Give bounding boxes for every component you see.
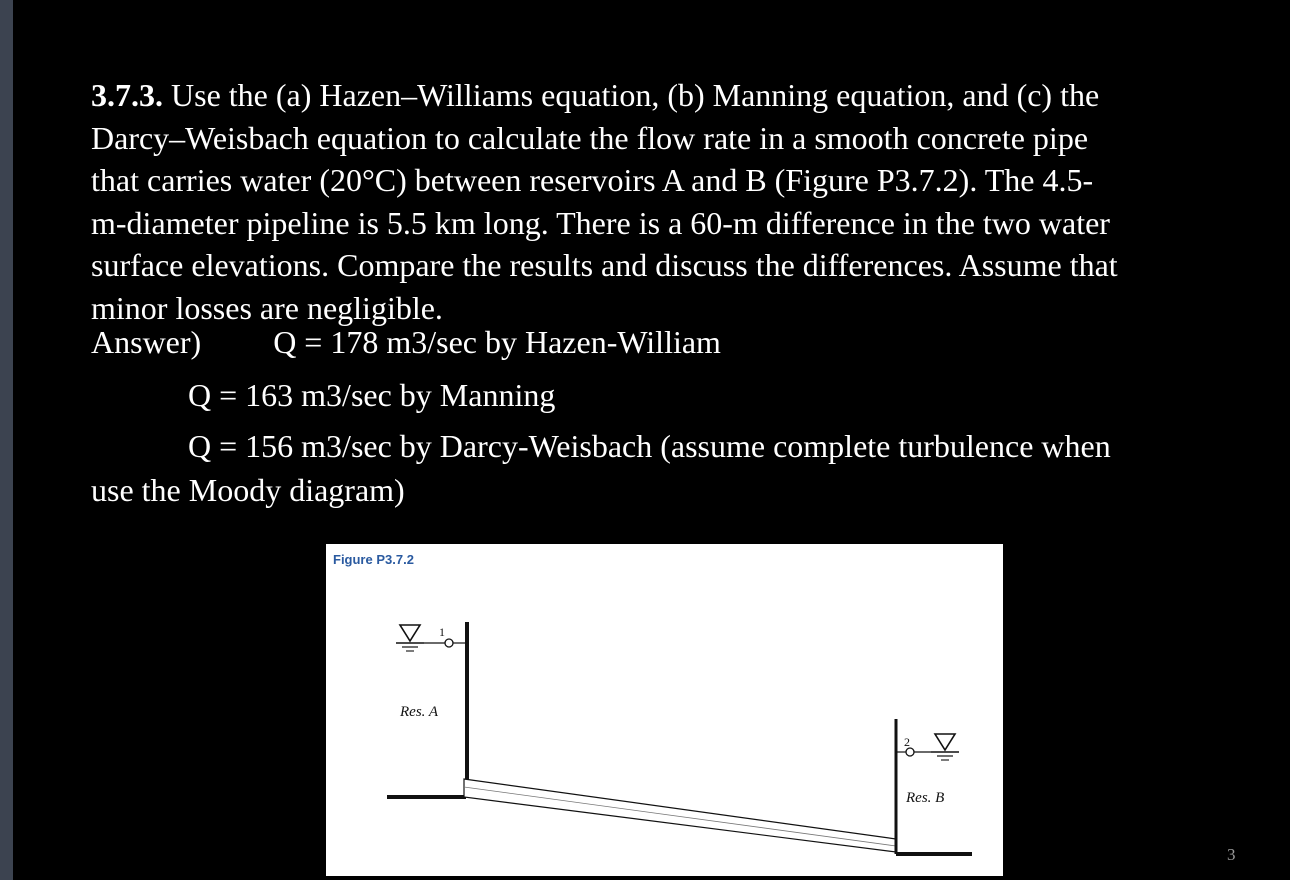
reservoir-diagram <box>326 544 1003 876</box>
answer-hazen: Q = 178 m3/sec by Hazen-William <box>273 324 721 360</box>
res-b-label: Res. B <box>906 790 945 806</box>
answer-manning: Q = 163 m3/sec by Manning <box>188 377 556 413</box>
answer-hazen-row <box>91 322 721 362</box>
problem-line-4: m-diameter pipeline is 5.5 km long. There is a 60-m difference in the two water <box>91 204 1110 241</box>
point-1-label: 1 <box>439 625 445 639</box>
water-surface-b-icon <box>931 734 959 760</box>
problem-line-1-text: Use the (a) Hazen–Williams equation, (b) Manning equation, and (c) the <box>163 77 1100 113</box>
figure-p3-7-2 <box>326 544 1003 876</box>
res-a-label: Res. A <box>400 704 439 720</box>
water-surface-a-icon <box>396 625 424 651</box>
pipeline <box>464 779 896 852</box>
left-edge-bar <box>0 0 13 880</box>
problem-text <box>91 74 1241 329</box>
problem-line-3: that carries water (20°C) between reservoirs A and B (Figure P3.7.2). The 4.5- <box>91 162 1094 198</box>
figure-caption: Figure P3.7.2 <box>333 552 414 567</box>
problem-line-6: minor losses are negligible. <box>91 289 443 326</box>
page-number: 3 <box>1227 845 1236 864</box>
problem-line-1 <box>91 74 1241 117</box>
point-2-label: 2 <box>904 735 910 749</box>
problem-number: 3.7.3. <box>91 77 163 113</box>
answer-label: Answer) <box>91 324 202 360</box>
answer-darcy: Q = 156 m3/sec by Darcy-Weisbach (assume complete turbulence when <box>188 428 1111 464</box>
problem-line-2: Darcy–Weisbach equation to calculate the flow rate in a smooth concrete pipe <box>91 119 1089 156</box>
answer-darcy-continued: use the Moody diagram) <box>91 472 405 508</box>
point-2-marker <box>896 748 931 756</box>
problem-line-5: surface elevations. Compare the results and discuss the differences. Assume that <box>91 247 1118 283</box>
point-1-marker <box>424 639 467 647</box>
